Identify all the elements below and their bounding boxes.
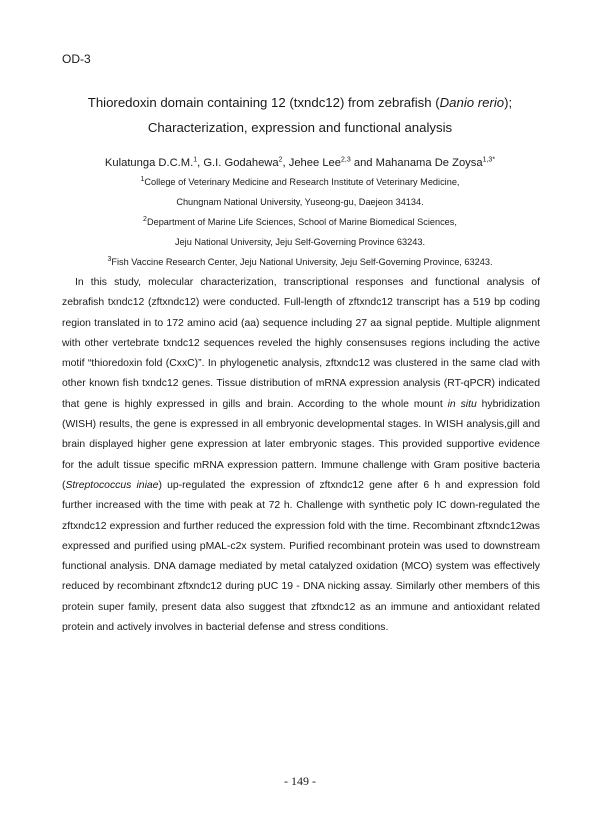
author: Kulatunga D.C.M.	[104, 157, 194, 169]
abstract	[62, 273, 540, 638]
session-code: OD-3	[62, 52, 91, 66]
affiliation-3: $^3$Fish Vaccine Research Center, Jeju National University, Jeju Self-Governing Province, 63243.	[107, 255, 493, 267]
affiliation-2: $^2$Department of Marine Life Sciences, School of Marine Biomedical Sciences,	[143, 215, 457, 227]
author: Mahanama De Zoysa	[375, 157, 483, 169]
paper-title	[40, 90, 560, 140]
abstract-paragraph: In this study, molecular characterization, transcriptional responses and functional analysis of zebrafish txndc12 (zftxndc12) were conducted. Full-length of zftxndc12 transcript has a 519 bp coding region translated in to 172 amino acid (aa) sequence including 27 aa signal peptide. Multiple alignment with other vertebrate txndc12 sequences reveled the highly consensuses regions including the active motif “thioredoxin fold (CxxC)”. In phylogenetic analysis, zftxndc12 was clustered in the same clad with other known fish txndc12 genes. Tissue distribution of mRNA expression analysis (RT-qPCR) indicated that gene is highly expressed in gills and brain. According to the whole mount in situ hybridization (WISH) results, the gene is expressed in all embryonic developmental stages. In WISH analysis,gill and brain displayed higher gene expression at later embryonic stages. This provided supportive evidence for the adult tissue specific mRNA expression pattern. Immune challenge with Gram positive bacteria (Streptococcus iniae) up-regulated the expression of zftxndc12 gene after 6 h and expression fold further increased with the time with peak at 72 h. Challenge with synthetic poly IC down-regulated the zftxndc12 expression and further reduced the expression fold with the time. Recombinant zftxndc12was expressed and purified using pMAL-c2x system. Purified recombinant protein was used to downstream functional analysis. DNA damage mediated by metal catalyzed oxidation (MCO) system was effectively reduced by recombinant zftxndc12 during pUC 19 - DNA nicking assay. Similarly other members of this protein super family, present data also suggest that zftxndc12 as an immune and antioxidant related protein and actively involves in bacterial defense and stress conditions.	[62, 277, 540, 634]
author-list: Kulatunga D.C.M.$^1$, G.I. Godahewa$^2$, Jehee Lee$^{2,3}$ and Mahanama De Zoysa$^{1,3*}$	[104, 156, 496, 169]
author: Jehee Lee	[288, 157, 341, 169]
affiliation-1: $^1$College of Veterinary Medicine and Research Institute of Veterinary Medicine,	[140, 175, 460, 187]
species-name: Danio rerio	[439, 95, 505, 110]
affiliation-1-cont: Chungnam National University, Yuseong-gu, Daejeon 34134.	[176, 197, 424, 207]
page-number: - 149 -	[284, 774, 316, 788]
author: G.I. Godahewa	[203, 157, 279, 169]
affiliation-2-cont: Jeju National University, Jeju Self-Governing Province 63243.	[174, 237, 426, 247]
title-line-1: Thioredoxin domain containing 12 (txndc12) from zebrafish (Danio rerio);	[87, 95, 513, 110]
title-line-2: Characterization, expression and functional analysis	[147, 120, 453, 135]
affiliations	[40, 172, 560, 272]
